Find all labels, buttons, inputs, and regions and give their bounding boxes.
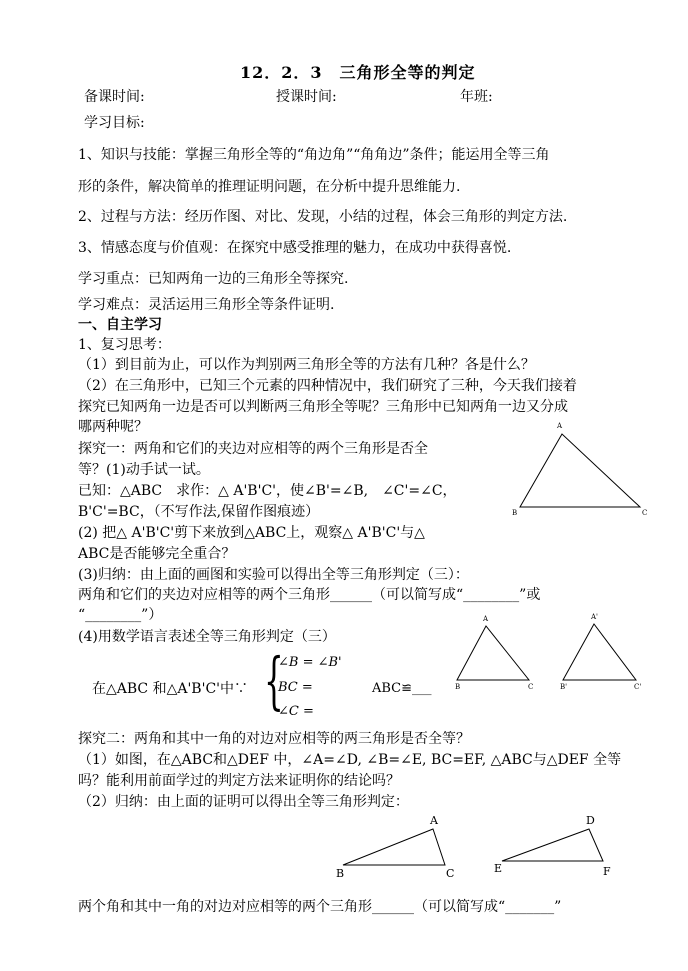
prep-time-label: 备课时间: <box>84 89 145 105</box>
triangle-abc <box>520 434 640 507</box>
key-point: 学习重点：已知两角一边的三角形全等探究. <box>78 271 349 287</box>
explore1-line4: B'C'=BC，（不写作法,保留作图痕迹） <box>78 504 320 520</box>
explore1-line2: 等？(1)动手试一试。 <box>78 462 210 478</box>
teach-time-label: 授课时间: <box>276 89 337 105</box>
triangle-abc-wide <box>343 829 445 865</box>
triangle-abc-small <box>457 626 529 680</box>
proof-condition-1: ∠B = ∠B' <box>278 655 342 670</box>
explore1-line5: (2) 把△ A'B'C'剪下来放到△ABC上，观察△ A'B'C'与△ <box>78 525 425 541</box>
question-2-cont2: 哪两种呢？ <box>78 419 148 435</box>
difficulty: 学习难点：灵活运用三角形全等条件证明. <box>78 297 335 313</box>
grade-class-label: 年班: <box>460 89 493 105</box>
label-a-fig2: A <box>483 615 489 623</box>
explore2-line5: 两个角和其中一角的对边对应相等的两个三角形______（可以简写成“_______” <box>78 899 562 915</box>
explore1-line3: 已知：△ABC 求作：△ A'B'C'，使∠B'=∠B, ∠C'=∠C， <box>78 483 457 499</box>
label-f-fig3: F <box>603 865 611 878</box>
label-b-fig1: B <box>512 509 518 517</box>
section-heading: 一、自主学习 <box>78 317 162 333</box>
question-2-cont1: 探究已知两角一边是否可以判断两三角形全等呢？三角形中已知两角一边又分成 <box>78 399 568 415</box>
label-c1-fig2: C' <box>634 683 642 691</box>
explore2-line4: （2）归纳：由上面的证明可以得出全等三角形判定： <box>78 794 409 810</box>
explore1-line7: (3)归纳：由上面的画图和实验可以得出全等三角形判定（三）： <box>78 567 469 583</box>
label-c-fig3: C <box>446 867 455 880</box>
proof-condition-2: BC = <box>278 680 313 695</box>
goals-heading: 学习目标: <box>84 115 145 131</box>
review-heading: 1、复习思考： <box>78 337 171 353</box>
proof-intro: 在△ABC 和△A'B'C'中∵ <box>92 681 249 697</box>
label-a-fig3: A <box>430 814 438 827</box>
proof-conclusion: ABC≌___ <box>372 681 432 696</box>
triangle-def <box>502 829 603 861</box>
label-a-fig1: A <box>557 422 563 430</box>
page-title: 12．2．3 三角形全等的判定 <box>240 63 476 82</box>
explore1-line9: “________”） <box>78 607 163 623</box>
proof-condition-3: ∠C = <box>278 704 314 719</box>
label-d-fig3: D <box>586 814 595 827</box>
goal-item-1: 1、知识与技能：掌握三角形全等的“角边角”“角角边”条件；能运用全等三角 <box>78 147 550 163</box>
explore1-line10: (4)用数学语言表述全等三角形判定（三） <box>78 629 336 645</box>
label-c-fig1: C <box>642 509 648 517</box>
label-b-fig2: B <box>455 683 461 691</box>
explore1-line1: 探究一：两角和它们的夹边对应相等的两个三角形是否全 <box>78 441 428 457</box>
label-c-fig2: C <box>528 683 534 691</box>
goal-item-3: 3、情感态度与价值观：在探究中感受推理的魅力，在成功中获得喜悦. <box>78 240 512 256</box>
label-e-fig3: E <box>494 862 503 875</box>
question-2: （2）在三角形中，已知三个元素的四种情况中，我们研究了三种，今天我们接着 <box>78 378 577 394</box>
goal-item-2: 2、过程与方法：经历作图、对比、发现，小结的过程，体会三角形的判定方法. <box>78 209 568 225</box>
question-1: （1）到目前为止，可以作为判别两三角形全等的方法有几种？各是什么？ <box>78 357 535 373</box>
explore2-line3: 吗？能利用前面学过的判定方法来证明你的结论吗？ <box>78 773 400 789</box>
explore1-line6: ABC是否能够完全重合？ <box>78 546 236 562</box>
explore1-line8: 两角和它们的夹边对应相等的两个三角形______（可以简写成“________”或 <box>78 587 541 603</box>
explore2-line2: （1）如图，在△ABC和△DEF 中，∠A=∠D, ∠B=∠E, BC=EF, △ABC与△DEF 全等 <box>78 752 622 768</box>
brace-icon: { <box>264 644 284 717</box>
label-a1-fig2: A' <box>591 613 598 621</box>
triangle-a1b1c1 <box>563 624 636 680</box>
label-b-fig3: B <box>336 867 345 880</box>
explore2-line1: 探究二：两角和其中一角的对边对应相等的两三角形是否全等？ <box>78 731 470 747</box>
goal-item-1-cont: 形的条件，解决简单的推理证明问题，在分析中提升思维能力. <box>78 179 461 195</box>
label-b1-fig2: B' <box>560 683 568 691</box>
